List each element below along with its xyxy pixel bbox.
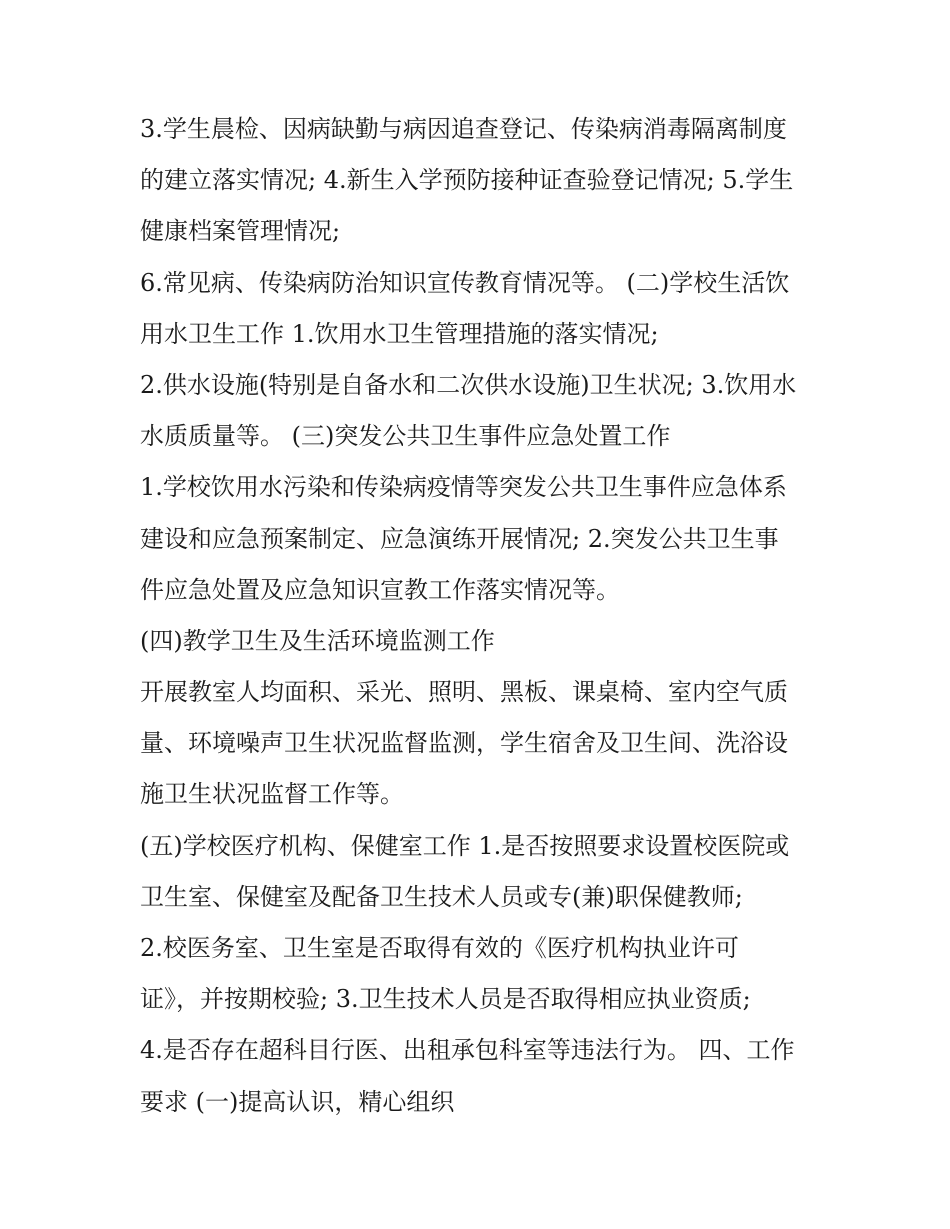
- text-line: 健康档案管理情况;: [140, 217, 341, 246]
- text-line: 1.学校饮用水污染和传染病疫情等突发公共卫生事件应急体系: [140, 473, 787, 502]
- text-line: (五)学校医疗机构、保健室工作 1.是否按照要求设置校医院或: [140, 831, 790, 860]
- text-line: 6.常见病、传染病防治知识宣传教育情况等。 (二)学校生活饮: [140, 268, 790, 297]
- document-body: [140, 104, 820, 1128]
- text-line: 水质质量等。 (三)突发公共卫生事件应急处置工作: [140, 422, 671, 451]
- text-line: 的建立落实情况; 4.新生入学预防接种证查验登记情况; 5.学生: [140, 166, 794, 195]
- text-line: 要求 (一)提高认识，精心组织: [140, 1087, 455, 1116]
- text-line: 证》，并按期校验; 3.卫生技术人员是否取得相应执业资质;: [140, 985, 751, 1014]
- text-line: 施卫生状况监督工作等。: [140, 780, 404, 809]
- text-line: 3.学生晨检、因病缺勤与病因追查登记、传染病消毒隔离制度: [140, 115, 787, 143]
- text-line: 建设和应急预案制定、应急演练开展情况; 2.突发公共卫生事: [140, 524, 779, 553]
- text-line: 2.供水设施(特别是自备水和二次供水设施)卫生状况; 3.饮用水: [140, 370, 797, 399]
- text-line: 卫生室、保健室及配备卫生技术人员或专(兼)职保健教师;: [140, 882, 743, 911]
- text-line: 用水卫生工作 1.饮用水卫生管理措施的落实情况;: [140, 319, 659, 348]
- text-line: 2.校医务室、卫生室是否取得有效的《医疗机构执业许可: [140, 934, 739, 962]
- text-line: 件应急处置及应急知识宣教工作落实情况等。: [140, 575, 620, 604]
- text-line: (四)教学卫生及生活环境监测工作: [140, 626, 495, 655]
- text-line: 量、环境噪声卫生状况监督监测，学生宿舍及卫生间、洗浴设: [140, 729, 788, 758]
- text-line: 4.是否存在超科目行医、出租承包科室等违法行为。 四、工作: [140, 1036, 795, 1065]
- text-line: 开展教室人均面积、采光、照明、黑板、课桌椅、室内空气质: [140, 678, 788, 707]
